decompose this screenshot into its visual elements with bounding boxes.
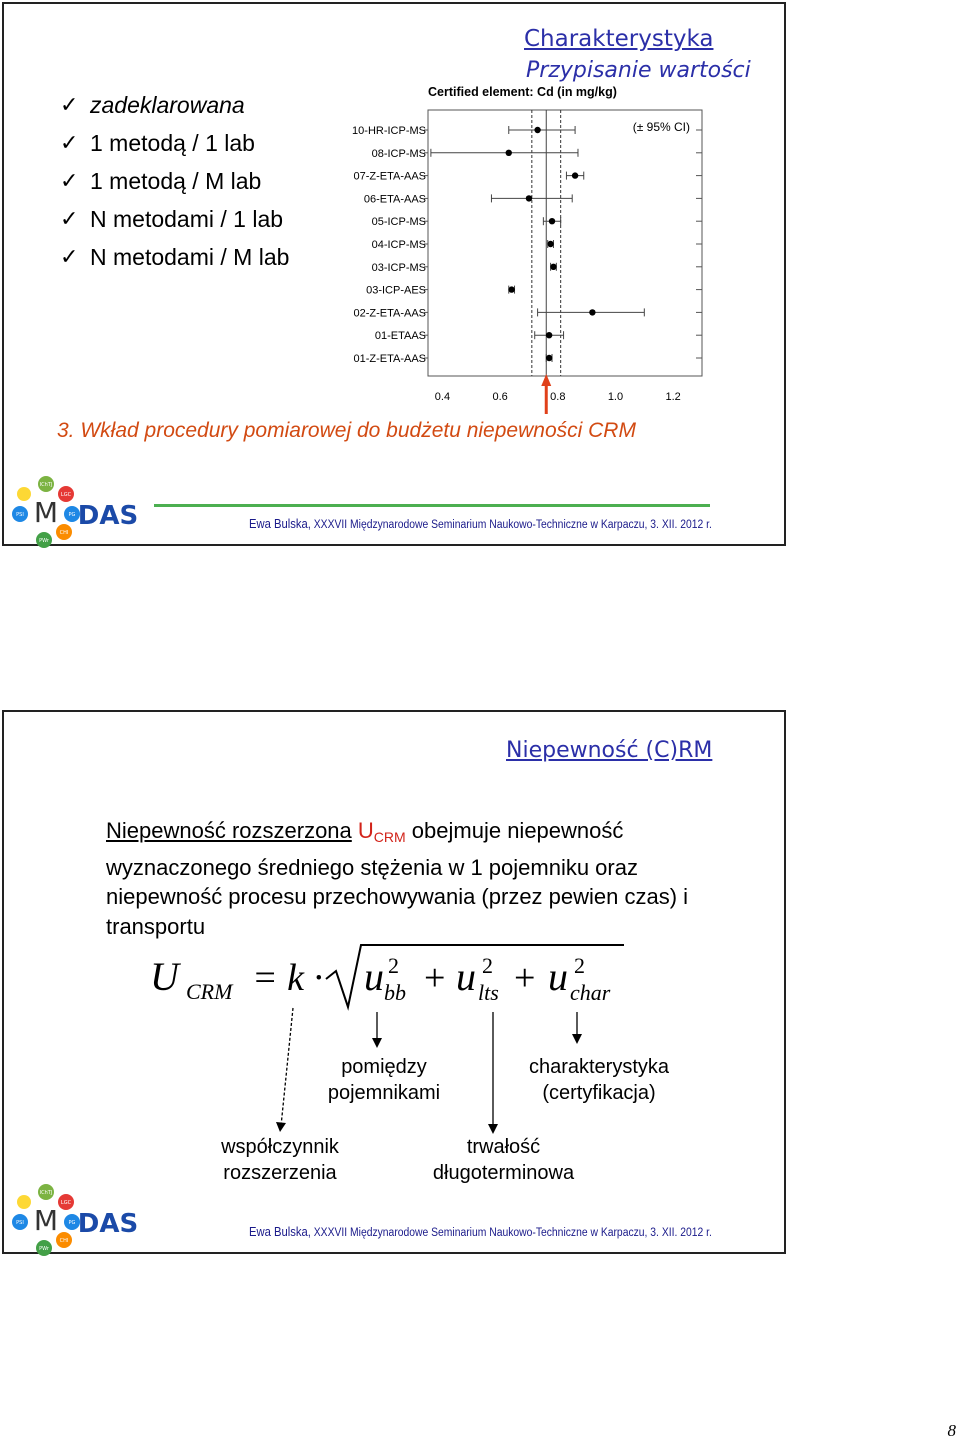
caption-between-containers: pomiędzy pojemnikami — [327, 1056, 441, 1104]
y-tick-label: 04-ICP-MS — [371, 239, 426, 251]
data-point — [506, 150, 512, 156]
x-tick-label: 0.4 — [434, 391, 451, 403]
chart-title: Certified element: Cd (in mg/kg) — [428, 85, 617, 99]
y-tick-label: 03-ICP-AES — [366, 284, 426, 297]
section-heading: 3. Wkład procedury pomiarowej do budżetu niepewności CRM — [57, 419, 636, 442]
check-item-label: N metodami / M lab — [90, 243, 290, 270]
svg-text:2: 2 — [482, 953, 493, 978]
modas-logo — [6, 1180, 146, 1258]
svg-text:IChTJ: IChTJ — [39, 482, 53, 488]
svg-text:LGC: LGC — [60, 1200, 72, 1206]
y-tick-label: 01-ETAAS — [374, 330, 426, 343]
x-tick-label: 0.8 — [550, 391, 566, 403]
svg-text:PG: PG — [68, 512, 76, 518]
slide-charakterystyka — [2, 2, 786, 546]
y-tick-label: 03-ICP-MS — [371, 261, 426, 274]
data-point — [526, 195, 532, 201]
svg-text:char: char — [570, 980, 611, 1005]
data-point — [589, 309, 595, 315]
check-item-label: 1 metodą / 1 lab — [90, 129, 255, 156]
svg-text:PWr: PWr — [39, 1246, 49, 1252]
svg-text:CHI: CHI — [59, 530, 69, 536]
slide-title: Charakterystyka — [524, 26, 714, 52]
footer-text: Ewa Bulska, XXXVII Międzynarodowe Seminarium Naukowo-Techniczne w Karpaczu, 3. XII. 2012 r. — [249, 1225, 712, 1239]
svg-text:PSI: PSI — [16, 512, 24, 518]
check-item-label: N metodami / 1 lab — [90, 205, 284, 232]
check-item-label: zadeklarowana — [90, 91, 245, 118]
chart-annotation: (± 95% CI) — [632, 120, 690, 134]
data-point — [508, 286, 514, 292]
data-point — [550, 264, 556, 270]
svg-text:M: M — [33, 496, 59, 529]
forest-plot — [4, 4, 788, 424]
y-tick-label: 06-ETA-AAS — [363, 193, 426, 206]
caption-long-term-stability: trwałość długoterminowa — [432, 1136, 575, 1184]
data-point — [547, 241, 553, 247]
svg-text:M: M — [33, 1204, 59, 1237]
x-tick-label: 0.6 — [492, 391, 508, 403]
page-number: 8 — [947, 1421, 956, 1440]
chart-marks — [352, 110, 702, 414]
svg-text:2: 2 — [388, 953, 399, 978]
caption-coverage-factor: współczynnik rozszerzenia — [221, 1136, 339, 1184]
checkmark-icon: ✓ — [60, 244, 79, 269]
svg-text:PG: PG — [68, 1220, 76, 1226]
u-crm-symbol: $U_{CRM}$ — [357, 818, 406, 845]
plot-frame — [428, 110, 702, 376]
svg-text:u: u — [456, 954, 476, 999]
x-tick-label: 1.2 — [665, 391, 681, 403]
checkmark-icon: ✓ — [60, 168, 79, 193]
svg-text:u: u — [364, 954, 384, 999]
svg-text:U: U — [150, 954, 179, 999]
svg-text:2: 2 — [574, 953, 585, 978]
check-item-label: 1 metodą / M lab — [90, 167, 262, 194]
svg-text:bb: bb — [384, 980, 406, 1005]
y-tick-label: 10-HR-ICP-MS — [352, 125, 426, 137]
svg-text:+: + — [424, 957, 446, 999]
slide-niepewnosc — [2, 710, 786, 1254]
data-point — [546, 355, 552, 361]
caption-characterization: charakterystyka (certyfikacja) — [528, 1056, 670, 1104]
para-rest: obejmuje niepewność wyznaczonego średniego stężenia w 1 pojemniku oraz niepewność procesu przechowywania (przez pewien czas) i transportu — [106, 818, 689, 939]
svg-text:IChTJ: IChTJ — [39, 1190, 53, 1196]
svg-text:PWr: PWr — [39, 538, 49, 544]
svg-text:DAS: DAS — [77, 1209, 139, 1239]
svg-text:CRM: CRM — [186, 979, 233, 1004]
x-tick-label: 1.0 — [607, 391, 624, 403]
checkmark-icon: ✓ — [60, 92, 79, 117]
slide-subtitle: Przypisanie wartości — [526, 58, 751, 83]
data-point — [534, 127, 540, 133]
svg-text:+: + — [514, 957, 536, 999]
svg-text:= k ·: = k · — [252, 957, 324, 999]
y-tick-label: 05-ICP-MS — [371, 216, 426, 229]
modas-logo — [6, 472, 146, 550]
data-point — [572, 172, 578, 178]
data-point — [546, 332, 552, 338]
y-tick-label: 07-Z-ETA-AAS — [353, 170, 426, 183]
footer-divider — [154, 504, 710, 507]
footer-text: Ewa Bulska, XXXVII Międzynarodowe Seminarium Naukowo-Techniczne w Karpaczu, 3. XII. 2012 r. — [249, 517, 712, 531]
caption-arrows — [4, 712, 788, 1256]
y-tick-label: 02-Z-ETA-AAS — [353, 307, 426, 320]
para-term: Niepewność rozszerzona — [106, 818, 352, 843]
data-point — [549, 218, 555, 224]
y-tick-label: 08-ICP-MS — [371, 147, 426, 160]
checkmark-icon: ✓ — [60, 206, 79, 231]
svg-text:CHI: CHI — [59, 1238, 69, 1244]
y-tick-label: 01-Z-ETA-AAS — [353, 353, 426, 365]
svg-text:u: u — [548, 954, 568, 999]
checkmark-icon: ✓ — [60, 130, 79, 155]
svg-text:PSI: PSI — [16, 1220, 24, 1226]
slide-title: Niepewność (C)RM — [506, 738, 713, 763]
svg-text:lts: lts — [478, 980, 499, 1005]
svg-text:LGC: LGC — [60, 492, 72, 498]
svg-text:DAS: DAS — [77, 501, 139, 531]
